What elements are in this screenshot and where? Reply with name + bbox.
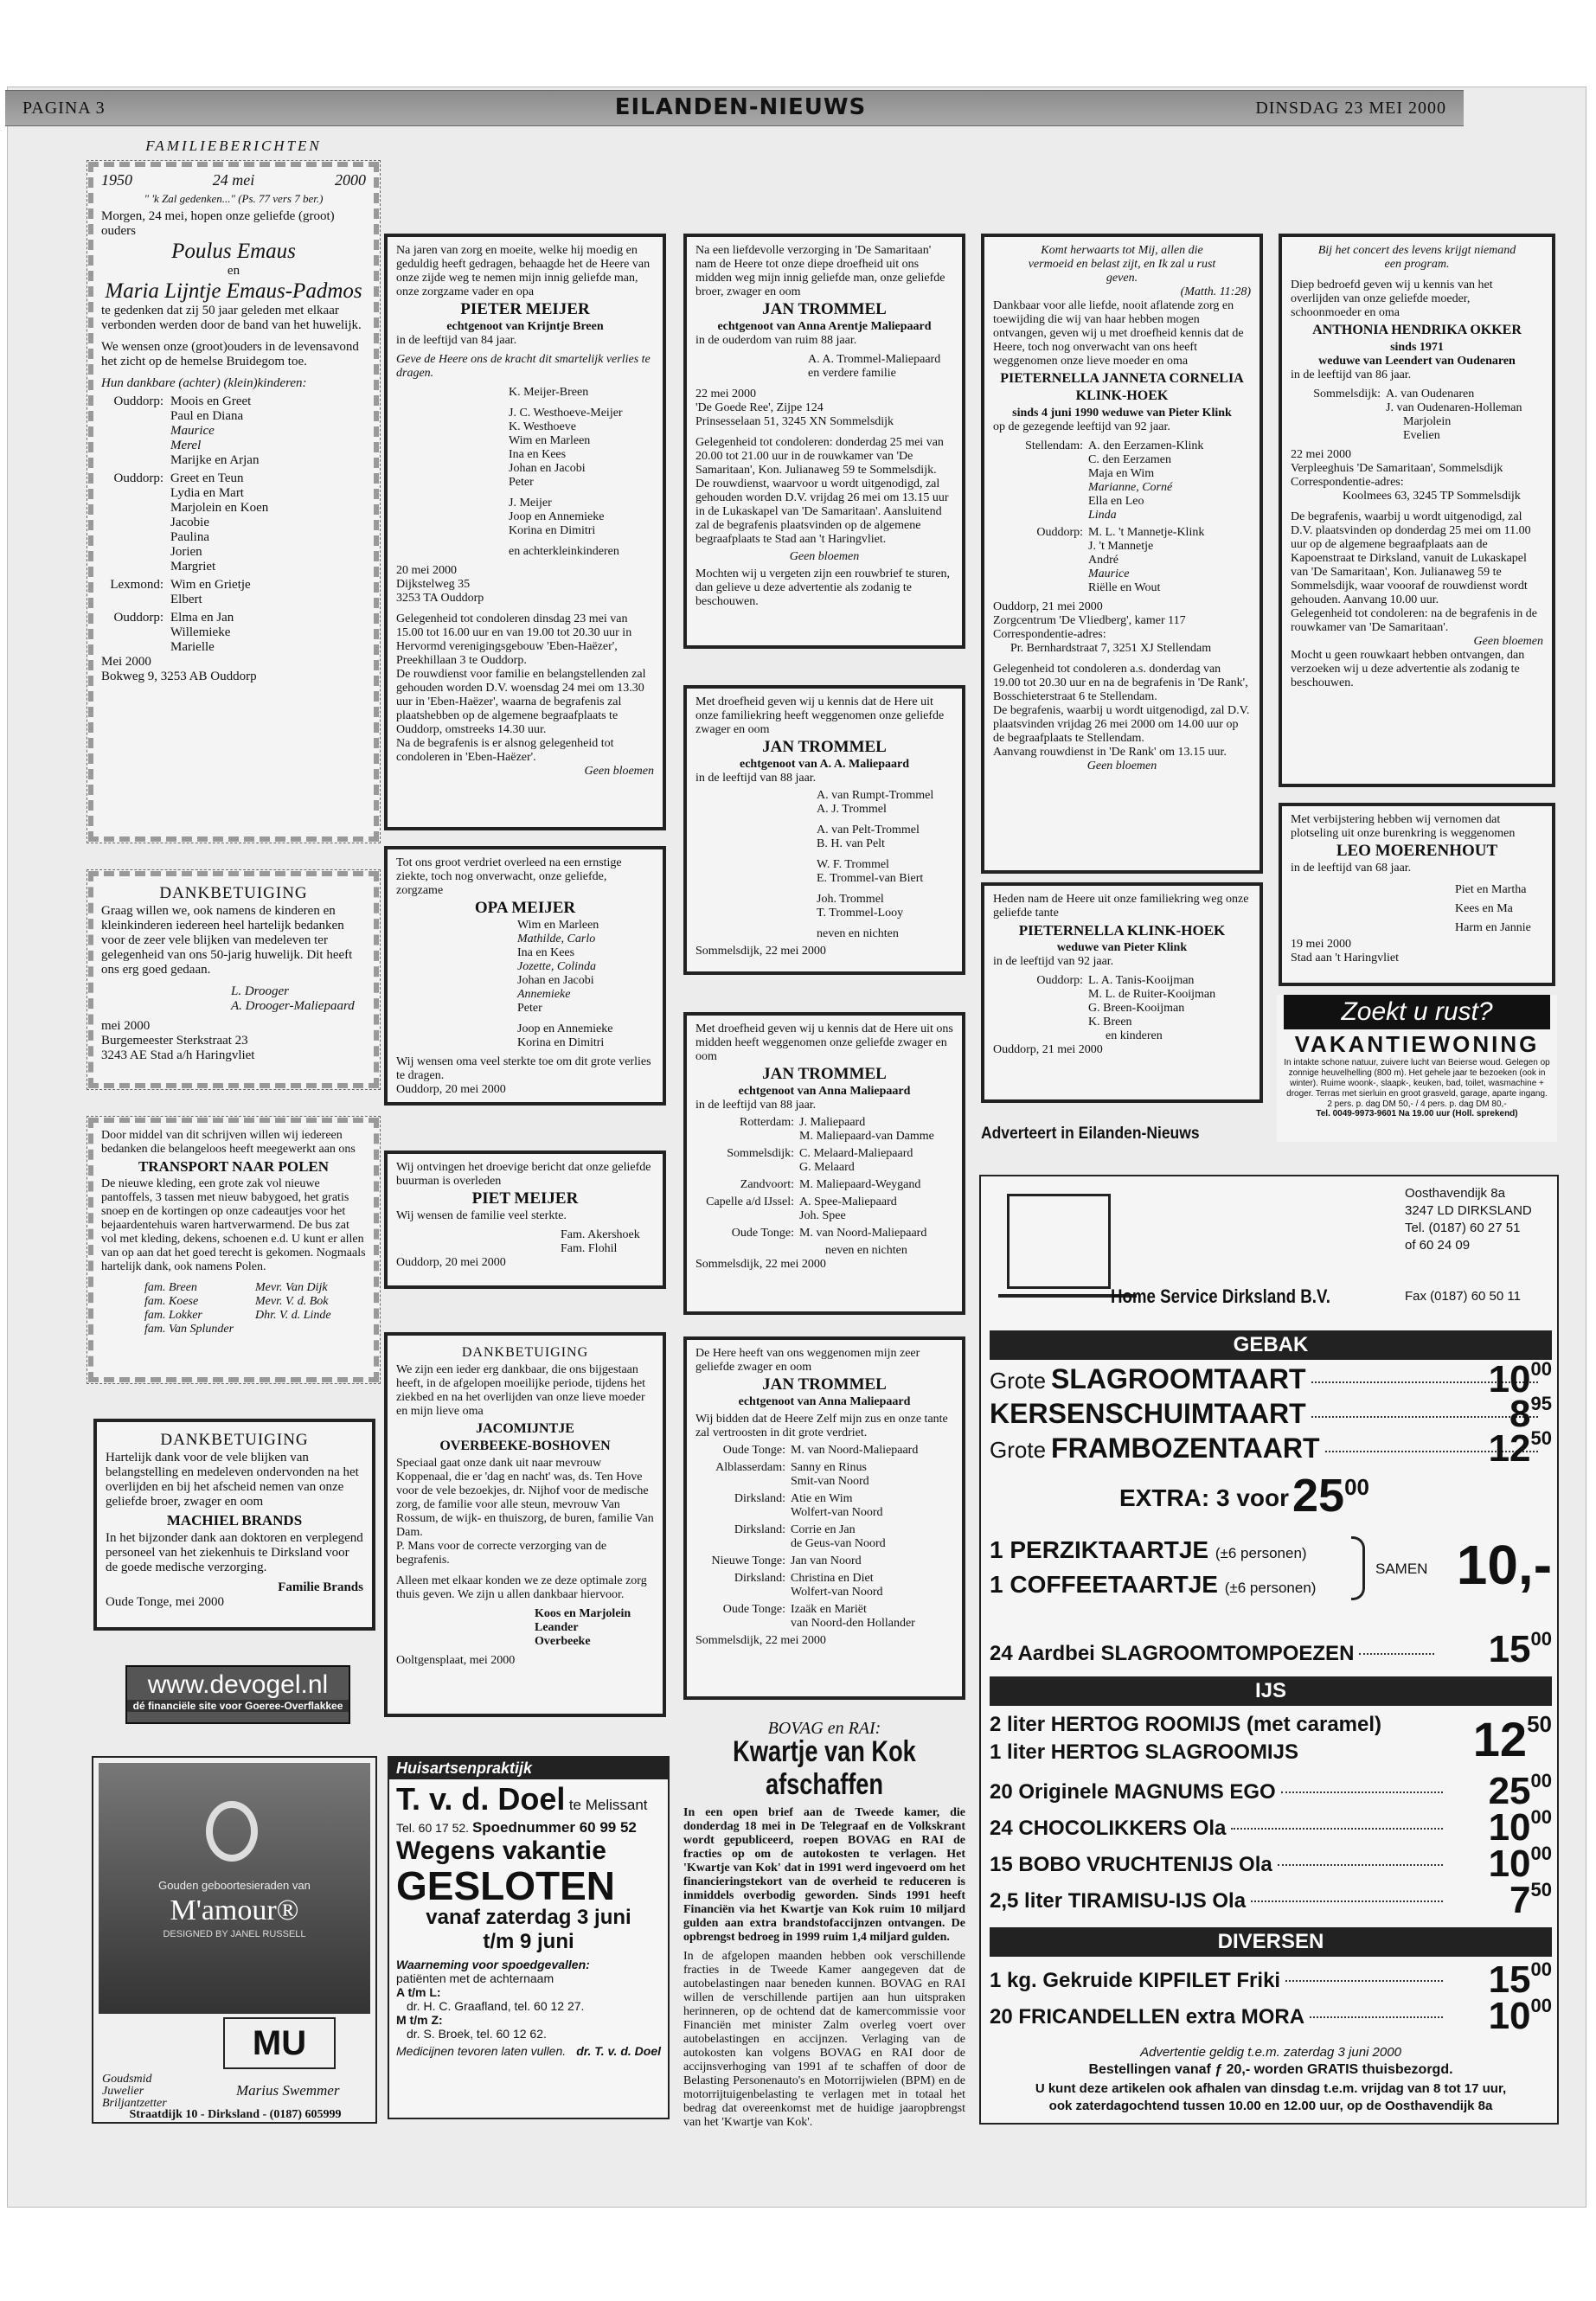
notice-jan-trommel-1: Na een liefdevolle verzorging in 'De Samaritaan' nam de Heere tot onze diepe droefheid uit ons midden weg mijn innig geliefde man, onze geliefde broer, zwager en oom JAN TROMMEL echtgenoot van Anna Arentje Maliepaard in de ouderdom van ruim 88 jaar. A. A. Trommel-Maliepaard en verdere familie 22 mei 2000 'De Goede Ree', Zijpe 124 Prinsesselaan 51, 3245 XN Sommelsdijk Gelegenheid tot condoleren: donderdag 25 mei van 20.00 tot 21.00 uur in de rouwkamer van 'De Samaritaan', Kon. Julianaweg 59 te Sommelsdijk. De rouwdienst, waarvoor u wordt uitgenodigd, zal gehouden worden D.V. vrijdag 26 mei om 13.15 uur in de Lukaskapel van 'De Samaritaan'. Aansluitend zal de begrafenis plaatsvinden op de algemene begraafplaats te Stad aan 't Haringvliet. Geen bloemen Mochten wij u vergeten zijn een rouwbrief te sturen, dan gelieve u deze advertentie als zodanig te beschouwen. (683, 234, 965, 649)
article-bovag: BOVAG en RAI: Kwartje van Kok afschaffen In een open brief aan de Tweede kamer, die donderdag 18 mei in De Telegraaf en de Volkskrant wordt gepubliceerd, roepen BOVAG en RAI de fracties op om de autokosten te verlagen. Het 'Kwartje van Kok' dat in 1991 werd ingevoerd om het financieringstekort van de overheid te reduceren is inmiddels overbodig geworden. Sinds 1991 heeft Financiën via het Kwartje van Kok ruim 10 miljard gulden aan extra brandstofaccijnzen ontvangen. De opbrengst bedroeg in 1999 ruim 1,4 miljard gulden. In de afgelopen maanden hebben ook verschillende fracties in de Tweede Kamer aangegeven dat de autobelastingen naar beneden kunnen. BOVAG en RAI willen de verschillende partijen aan hun uitspraken herinneren, op de ochtend dat de kamercommissie voor Financiën met minister Zalm overleg voert over autobelastingen en accijnzen. Verlaging van de autokosten kan volgens BOVAG en RAI door de accijnsverhoging van 1991 af te schaffen of door de Belasting Personenauto's en Motorrijwielen (BPM) en de motorrijtuigenbelasting te verlagen met in totaal het bedrag dat overeenkomst met de huidige jaaropbrengst van het 'Kwartje van Kok'. (683, 1719, 965, 2129)
adverteert-banner: Adverteert in Eilanden-Nieuws (981, 1125, 1200, 1143)
masthead: EILANDEN-NIEUWS (614, 94, 867, 120)
article-headline: Kwartje van Kok (733, 1735, 916, 1768)
notice-jan-trommel-4: De Here heeft van ons weggenomen mijn zeer geliefde zwager en oom JAN TROMMEL echtgenoot van Anna Maliepaard Wij bidden dat de Heere Zelf mijn zus en onze tante zal vertroosten in dit grote verdriet. Oude Tonge: M. van Noord-Maliepaard Alblasserdam: Sanny en Rinus Smit-van Noord Dirksland: Atie en Wim Wolfert-van Noord Dirksland: Corrie en Jan de Geus-van Noord Nieuwe Tonge: Jan van Noord Dirksland: Christina en Diet Wolfert-van Noord Oude Tonge: Izaäk en Mariët van Noord-den Hollander Sommelsdijk, 22 mei 2000 (683, 1336, 965, 1700)
notice-piet-meijer: Wij ontvingen het droevige bericht dat onze geliefde buurman is overleden PIET MEIJER Wij wensen de familie veel sterkte. Fam. Akershoek Fam. Flohil Ouddorp, 20 mei 2000 (384, 1150, 666, 1289)
anniversary-notice: 1950 24 mei 2000 " 'k Zal gedenken..." (Ps. 77 vers 7 ber.) Morgen, 24 mei, hopen onze geliefde (groot) ouders Poulus Emaus en Maria Lijntje Emaus-Padmos te gedenken dat zij 50 jaar geleden met elkaar verbonden werden door de band van het huwelijk. We wensen onze (groot)ouders in de levensavond het zicht op de hemelse Bruidegom toe. Hun dankbare (achter) (klein)kinderen: Ouddorp: Moois en Greet Paul en Diana Maurice Merel Marijke en Arjan Ouddorp: Greet en Teun Lydia en Mart Marjolein en Koen Jacobie Paulina Jorien Margriet Lexmond: Wim en Grietje Elbert Ouddorp: Elma en Jan Willemieke Marielle Mei 2000 Bokweg 9, 3253 AB Ouddorp (87, 160, 381, 843)
band-ijs: IJS (990, 1676, 1552, 1706)
notice-okker: Bij het concert des levens krijgt niemand een program. Diep bedroefd geven wij u kennis van het overlijden van onze geliefde moeder, schoonmoeder en oma ANTHONIA HENDRIKA OKKER sinds 1971 weduwe van Leendert van Oudenaren in de leeftijd van 86 jaar. Sommelsdijk: A. van Oudenaren J. van Oudenaren-Holleman Marjolein Evelien 22 mei 2000 Verpleeghuis 'De Samaritaan', Sommelsdijk Correspondentie-adres: Koolmees 63, 3245 TP Sommelsdijk De begrafenis, waarbij u wordt uitgenodigd, zal D.V. plaatsvinden op donderdag 25 mei om 11.00 uur op de algemene begraafplaats aan de Kapoenstraat te Dirksland, vanuit de Lukaskapel van 'De Samaritaan', Kon. Julianaweg 59 te Sommelsdijk, waar voooraf de rouwdienst wordt gehouden. Aanvang 10.00 uur. Gelegenheid tot condoleren: na de begrafenis in de rouwkamer van 'De Samaritaan'. Geen bloemen Mocht u geen rouwkaart hebben ontvangen, dan verzoeken wij u deze advertentie als zodanig te beschouwen. (1279, 234, 1555, 787)
home-service-name: Home Service Dirksland B.V. (1111, 1285, 1330, 1307)
issue-date: DINSDAG 23 MEI 2000 (1255, 99, 1446, 118)
devogel-url: www.devogel.nl (147, 1670, 329, 1699)
dankbetuiging-overbeeke: DANKBETUIGING We zijn een ieder erg dankbaar, die ons bijgestaan heeft, in de afgelopen moeilijke periode, tijdens het ziekbed en na het overlijden van onze lieve moeder en mijn lieve oma JACOMIJNTJE OVERBEEKE-BOSHOVEN Speciaal gaat onze dank uit naar mevrouw Koppenaal, die er 'dag en nacht' was, ds. Ten Hove voor de vele bezoekjes, dr. Nijhof voor de medische zorg, de familie voor alle steun, mevrouw Van Rossum, de wijk- en thuiszorg, de buren, familie Van Dam. P. Mans voor de correcte verzorging van de begrafenis. Alleen met elkaar konden we ze deze optimale zorg thuis geven. We zijn u allen dankbaar hiervoor. Koos en Marjolein Leander Overbeeke Ooltgensplaat, mei 2000 (384, 1332, 666, 1717)
page-header (5, 90, 1464, 126)
ring-icon (206, 1801, 258, 1862)
mun-logo: MU (223, 2017, 336, 2069)
notice-klink-hoek-2: Heden nam de Heere uit onze familiekring weg onze geliefde tante PIETERNELLA KLINK-HOEK weduwe van Pieter Klink in de leeftijd van 92 jaar. Ouddorp: L. A. Tanis-Kooijman M. L. de Ruiter-Kooijman G. Breen-Kooijman K. Breen en kinderen Ouddorp, 21 mei 2000 (981, 882, 1263, 1103)
home-service-ad: Oosthavendijk 8a 3247 LD DIRKSLAND Tel. (0187) 60 27 51 of 60 24 09 Home Service Dirksland B.V. Fax (0187) 60 50 11 GEBAK Grote SLAGROOMTAART $10^{00}$ KERSENSCHUIMTAART $8^{95}$ Grote FRAMBOZENTAART $12^{50}$ EXTRA: 3 voor $25^{00}$ 1 PERZIKTAARTJE (±6 personen) 1 COFFEETAARTJE (±6 personen) SAMEN 10,- 24 Aardbei SLAGROOMTOMPOEZEN $15^{00}$ IJS 2 liter HERTOG ROOMIJS (met caramel) 1 liter HERTOG SLAGROOMIJS $12^{50}$ 20 Originele MAGNUMS EGO $25^{00}$ 24 CHOCOLIKKERS Ola $10^{00}$ 15 BOBO VRUCHTENIJS Ola $10^{00}$ 2,5 liter TIRAMISU-IJS Ola $7^{50}$ DIVERSEN 1 kg. Gekruide KIPFILET Friki $15^{00}$ 20 FRICANDELLEN extra MORA $10^{00}$ Advertentie geldig t.e.m. zaterdag 3 juni 2000 Bestellingen vanaf ƒ 20,- worden GRATIS thuisbezorgd. U kunt deze artikelen ook afhalen van dinsdag t.e.m. vrijdag van 8 tot 17 uur, ook zaterdagochtend tussen 10.00 en 12.00 uur, op de Oosthavendijk 8a (979, 1175, 1559, 2125)
notice-jan-trommel-2: Met droefheid geven wij u kennis dat de Here uit onze familiekring heeft weggenomen onze geliefde zwager en oom JAN TROMMEL echtgenoot van A. A. Maliepaard in de leeftijd van 88 jaar. A. van Rumpt-Trommel A. J. Trommel A. van Pelt-Trommel B. H. van Pelt W. F. Trommel E. Trommel-van Biert Joh. Trommel T. Trommel-Looy neven en nichten Sommelsdijk, 22 mei 2000 (683, 685, 965, 975)
notice-moerenhout: Met verbijstering hebben wij vernomen dat plotseling uit onze burenkring is weggenomen LEO MOERENHOUT in de leeftijd van 68 jaar. Piet en Martha Kees en Ma Harm en Jannie 19 mei 2000 Stad aan 't Haringvliet (1279, 803, 1555, 986)
notice-opa-meijer: Tot ons groot verdriet overleed na een ernstige ziekte, toch nog onverwacht, onze geliefde, zorgzame OPA MEIJER Wim en Marleen Mathilde, Carlo Ina en Kees Jozette, Colinda Johan en Jacobi Annemieke Peter Joop en Annemieke Korina en Dimitri Wij wensen oma veel sterkte toe om dit grote verlies te dragen. Ouddorp, 20 mei 2000 (384, 846, 666, 1106)
transport-polen: Door middel van dit schrijven willen wij iedereen bedanken die belangeloos heeft meegewerkt aan ons TRANSPORT NAAR POLEN De nieuwe kleding, een grote zak vol nieuwe pantoffels, 3 tassen met nieuw babygoed, het gratis snoep en de kortingen op onze cadeautjes voor het bejaardentehuis waren hartverwarmend. De bus zat vol met kleding, dekens, schoenen e.d. U kunt er allen van op aan dat het goed terecht is gekomen. Nogmaals hartelijk dank, ook namens Polen. fam. Breen Mevr. Van Dijk fam. Koese Mevr. V. d. Bok fam. Lokker Dhr. V. d. Linde fam. Van Splunder (87, 1116, 381, 1384)
page-number: PAGINA 3 (22, 99, 106, 118)
notice-jan-trommel-3: Met droefheid geven wij u kennis dat de Here uit ons midden heeft weggenomen onze geliefde zwager en oom JAN TROMMEL echtgenoot van Anna Maliepaard in de leeftijd van 88 jaar. Rotterdam: J. Maliepaard M. Maliepaard-van Damme Sommelsdijk: C. Melaard-Maliepaard G. Melaard Zandvoort: M. Maliepaard-Weygand Capelle a/d IJssel: A. Spee-Maliepaard Joh. Spee Oude Tonge: M. van Noord-Maliepaard neven en nichten Sommelsdijk, 22 mei 2000 (683, 1012, 965, 1315)
vakantie-ad: Zoekt u rust? VAKANTIEWONING In intakte schone natuur, zuivere lucht van Beierse woud. Gelegen op zonnige heuvelhelling (800 m). Het gehele jaar te bezoeken (ook in winter). Ruime woonk-, slaapk-, keuken, bad, toilet, wasmachine + droger. Terras met sierluin en groot grasveld, garage, aparte ingang. 2 pers. p. dag DM 50,- / 4 pers. p. dag DM 80,- Tel. 0049-9973-9601 Na 19.00 uur (Holl. sprekend) (1277, 995, 1557, 1142)
dankbetuiging-brands: DANKBETUIGING Hartelijk dank voor de vele blijken van belangstelling en medeleven ondervonden na het overlijden en bij het afscheid nemen van onze geliefde broer, zwager en oom MACHIEL BRANDS In het bijzonder dank aan doktoren en verplegend personeel van het ziekenhuis te Dirksland voor de goede medische verzorging. Familie Brands Oude Tonge, mei 2000 (93, 1419, 375, 1631)
notice-pieter-meijer: Na jaren van zorg en moeite, welke hij moedig en geduldig heeft gedragen, behaagde het de Heere van onze zijde weg te nemen mijn innig geliefde man, onze zorgzame vader en opa PIETER MEIJER echtgenoot van Krijntje Breen in de leeftijd van 84 jaar. Geve de Heere ons de kracht dit smartelijk verlies te dragen. K. Meijer-Breen J. C. Westhoeve-Meijer K. Westhoeve Wim en Marleen Ina en Kees Johan en Jacobi Peter J. Meijer Joop en Annemieke Korina en Dimitri en achterkleinkinderen 20 mei 2000 Dijkstelweg 35 3253 TA Ouddorp Gelegenheid tot condoleren dinsdag 23 mei van 15.00 tot 16.00 uur en van 19.00 tot 20.30 uur in Hervormd verenigingsgebouw 'Eben-Haëzer', Preekhillaan 3 te Ouddorp. De rouwdienst voor familie en belangstellenden zal gehouden worden D.V. woensdag 24 mei om 13.30 uur in 'Eben-Haëzer', waarna de begrafenis zal plaatshebben op de algemene begraafplaats te Ouddorp, omstreeks 14.30 uur. Na de begrafenis is er alsnog gelegenheid tot condoleren in 'Eben-Haëzer'. Geen bloemen (384, 234, 666, 830)
dankbetuiging-drooger: DANKBETUIGING Graag willen we, ook namens de kinderen en kleinkinderen iedereen heel hartelijk bedanken voor de zeer vele blijken van medeleven ter gelegenheid van ons 50-jarig huwelijk. Dit heeft ons erg goed gedaan. L. Drooger A. Drooger-Maliepaard mei 2000 Burgemeester Sterkstraat 23 3243 AE Stad a/h Haringvliet (87, 869, 381, 1090)
section-title: FAMILIEBERICHTEN (145, 138, 322, 154)
huisarts-ad: Huisartsenpraktijk T. v. d. Doel te Melissant Tel. 60 17 52. Spoednummer 60 99 52 Wegens vakantie GESLOTEN vanaf zaterdag 3 juni t/m 9 juni Waarneming voor spoedgevallen: patiënten met de achternaam A t/m L: dr. H. C. Graafland, tel. 60 12 27. M t/m Z: dr. S. Broek, tel. 60 12 62. Medicijnen tevoren laten vullen. dr. T. v. d. Doel (388, 1756, 670, 2119)
name-maria: Maria Lijntje Emaus-Padmos (105, 279, 362, 303)
band-diversen: DIVERSEN (990, 1927, 1552, 1957)
band-gebak: GEBAK (990, 1330, 1552, 1360)
devogel-ad: www.devogel.nl dé financiële site voor Goeree-Overflakkee (125, 1665, 350, 1724)
mamour-ad: Gouden geboortesieraden van M'amour® DESIGNED BY JANEL RUSSELL MU Goudsmid Juwelier Briljantzetter Marius Swemmer Straatdijk 10 - Dirksland - (0187) 605999 (92, 1756, 377, 2124)
notice-klink-hoek-1: Komt herwaarts tot Mij, allen die vermoeid en belast zijt, en Ik zal u rust geven. (Matth. 11:28) Dankbaar voor alle liefde, nooit aflatende zorg en toewijding die wij van haar hebben mogen ontvangen, geven wij u met droefheid kennis dat de Heere, toch nog onverwacht van ons heeft weggenomen onze lieve moeder en oma PIETERNELLA JANNETA CORNELIA KLINK-HOEK sinds 4 juni 1990 weduwe van Pieter Klink op de gezegende leeftijd van 92 jaar. Stellendam: A. den Eerzamen-Klink C. den Eerzamen Maja en Wim Marianne, Corné Ella en Leo Linda Ouddorp: M. L. 't Mannetje-Klink J. 't Mannetje André Maurice Riëlle en Wout Ouddorp, 21 mei 2000 Zorgcentrum 'De Vliedberg', kamer 117 Correspondentie-adres: Pr. Bernhardstraat 7, 3251 XJ Stellendam Gelegenheid tot condoleren a.s. donderdag van 19.00 tot 20.30 uur en na de begrafenis in 'De Rank', Bosschieterstraat 6 te Stellendam. De begrafenis, waarbij u wordt uitgenodigd, zal D.V. plaatsvinden vrijdag 26 mei 2000 om 14.00 uur op de begraafplaats te Stellendam. Aanvang rouwdienst in 'De Rank' om 13.15 uur. Geen bloemen (981, 234, 1263, 874)
name-poulus: Poulus Emaus (171, 240, 296, 263)
